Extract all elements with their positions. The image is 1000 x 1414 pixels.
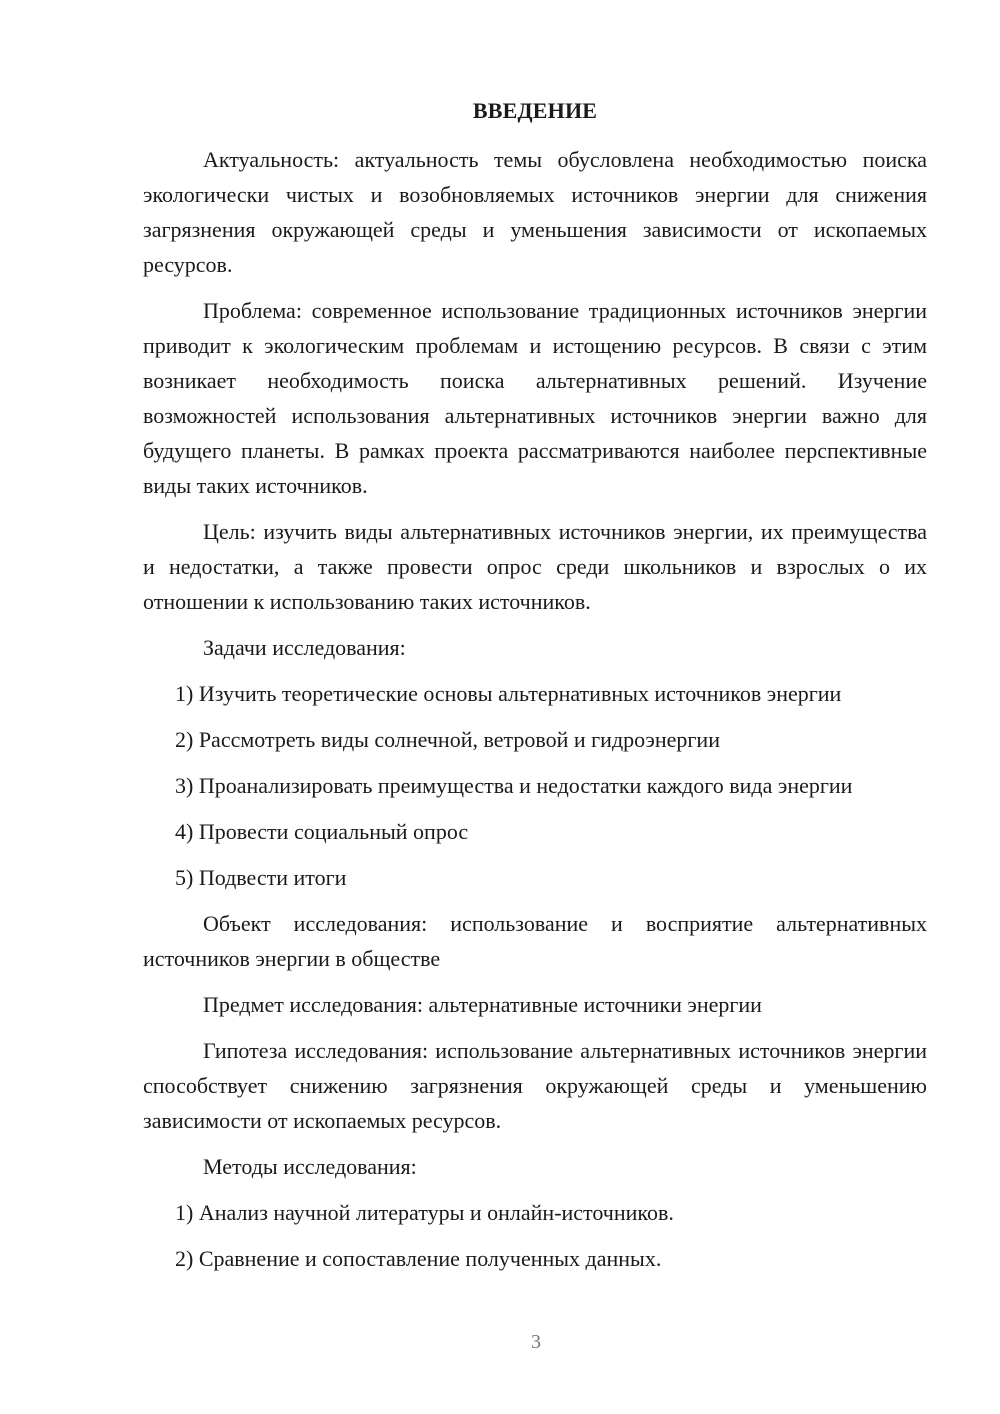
hypothesis-paragraph: Гипотеза исследования: использование альтернативных источников энергии способствует снижению загрязнения окружающей среды и уменьшению зависимости от ископаемых ресурсов. bbox=[143, 1038, 927, 1133]
goal-paragraph: Цель: изучить виды альтернативных источников энергии, их преимущества и недостатки, а также провести опрос среди школьников и взрослых о их отношении к использованию таких источников. bbox=[143, 519, 927, 614]
page-content bbox=[143, 96, 927, 1287]
object-paragraph: Объект исследования: использование и восприятие альтернативных источников энергии в обществе bbox=[143, 911, 927, 971]
task-item-1: 1) Изучить теоретические основы альтернативных источников энергии bbox=[175, 681, 842, 706]
tasks-heading: Задачи исследования: bbox=[203, 635, 406, 660]
method-item-1: 1) Анализ научной литературы и онлайн-источников. bbox=[175, 1200, 674, 1225]
task-item-2: 2) Рассмотреть виды солнечной, ветровой и гидроэнергии bbox=[175, 727, 720, 752]
methods-heading: Методы исследования: bbox=[203, 1154, 417, 1179]
problem-paragraph: Проблема: современное использование традиционных источников энергии приводит к экологическим проблемам и истощению ресурсов. В связи с этим возникает необходимость поиска альтернативных решений. Изучение возможностей использования альтернативных источников энергии важно для будущего планеты. В рамках проекта рассматриваются наиболее перспективные виды таких источников. bbox=[143, 298, 927, 498]
task-item-3: 3) Проанализировать преимущества и недостатки каждого вида энергии bbox=[175, 773, 853, 798]
task-item-4: 4) Провести социальный опрос bbox=[175, 819, 469, 844]
relevance-paragraph: Актуальность: актуальность темы обусловлена необходимостью поиска экологически чистых и возобновляемых источников энергии для снижения загрязнения окружающей среды и уменьшения зависимости от ископаемых ресурсов. bbox=[143, 147, 927, 277]
method-item-2: 2) Сравнение и сопоставление полученных данных. bbox=[175, 1246, 662, 1271]
subject-paragraph: Предмет исследования: альтернативные источники энергии bbox=[203, 992, 762, 1017]
page-number: 3 bbox=[531, 1331, 541, 1353]
section-title: ВВЕДЕНИЕ bbox=[472, 98, 598, 123]
task-item-5: 5) Подвести итоги bbox=[175, 865, 347, 890]
